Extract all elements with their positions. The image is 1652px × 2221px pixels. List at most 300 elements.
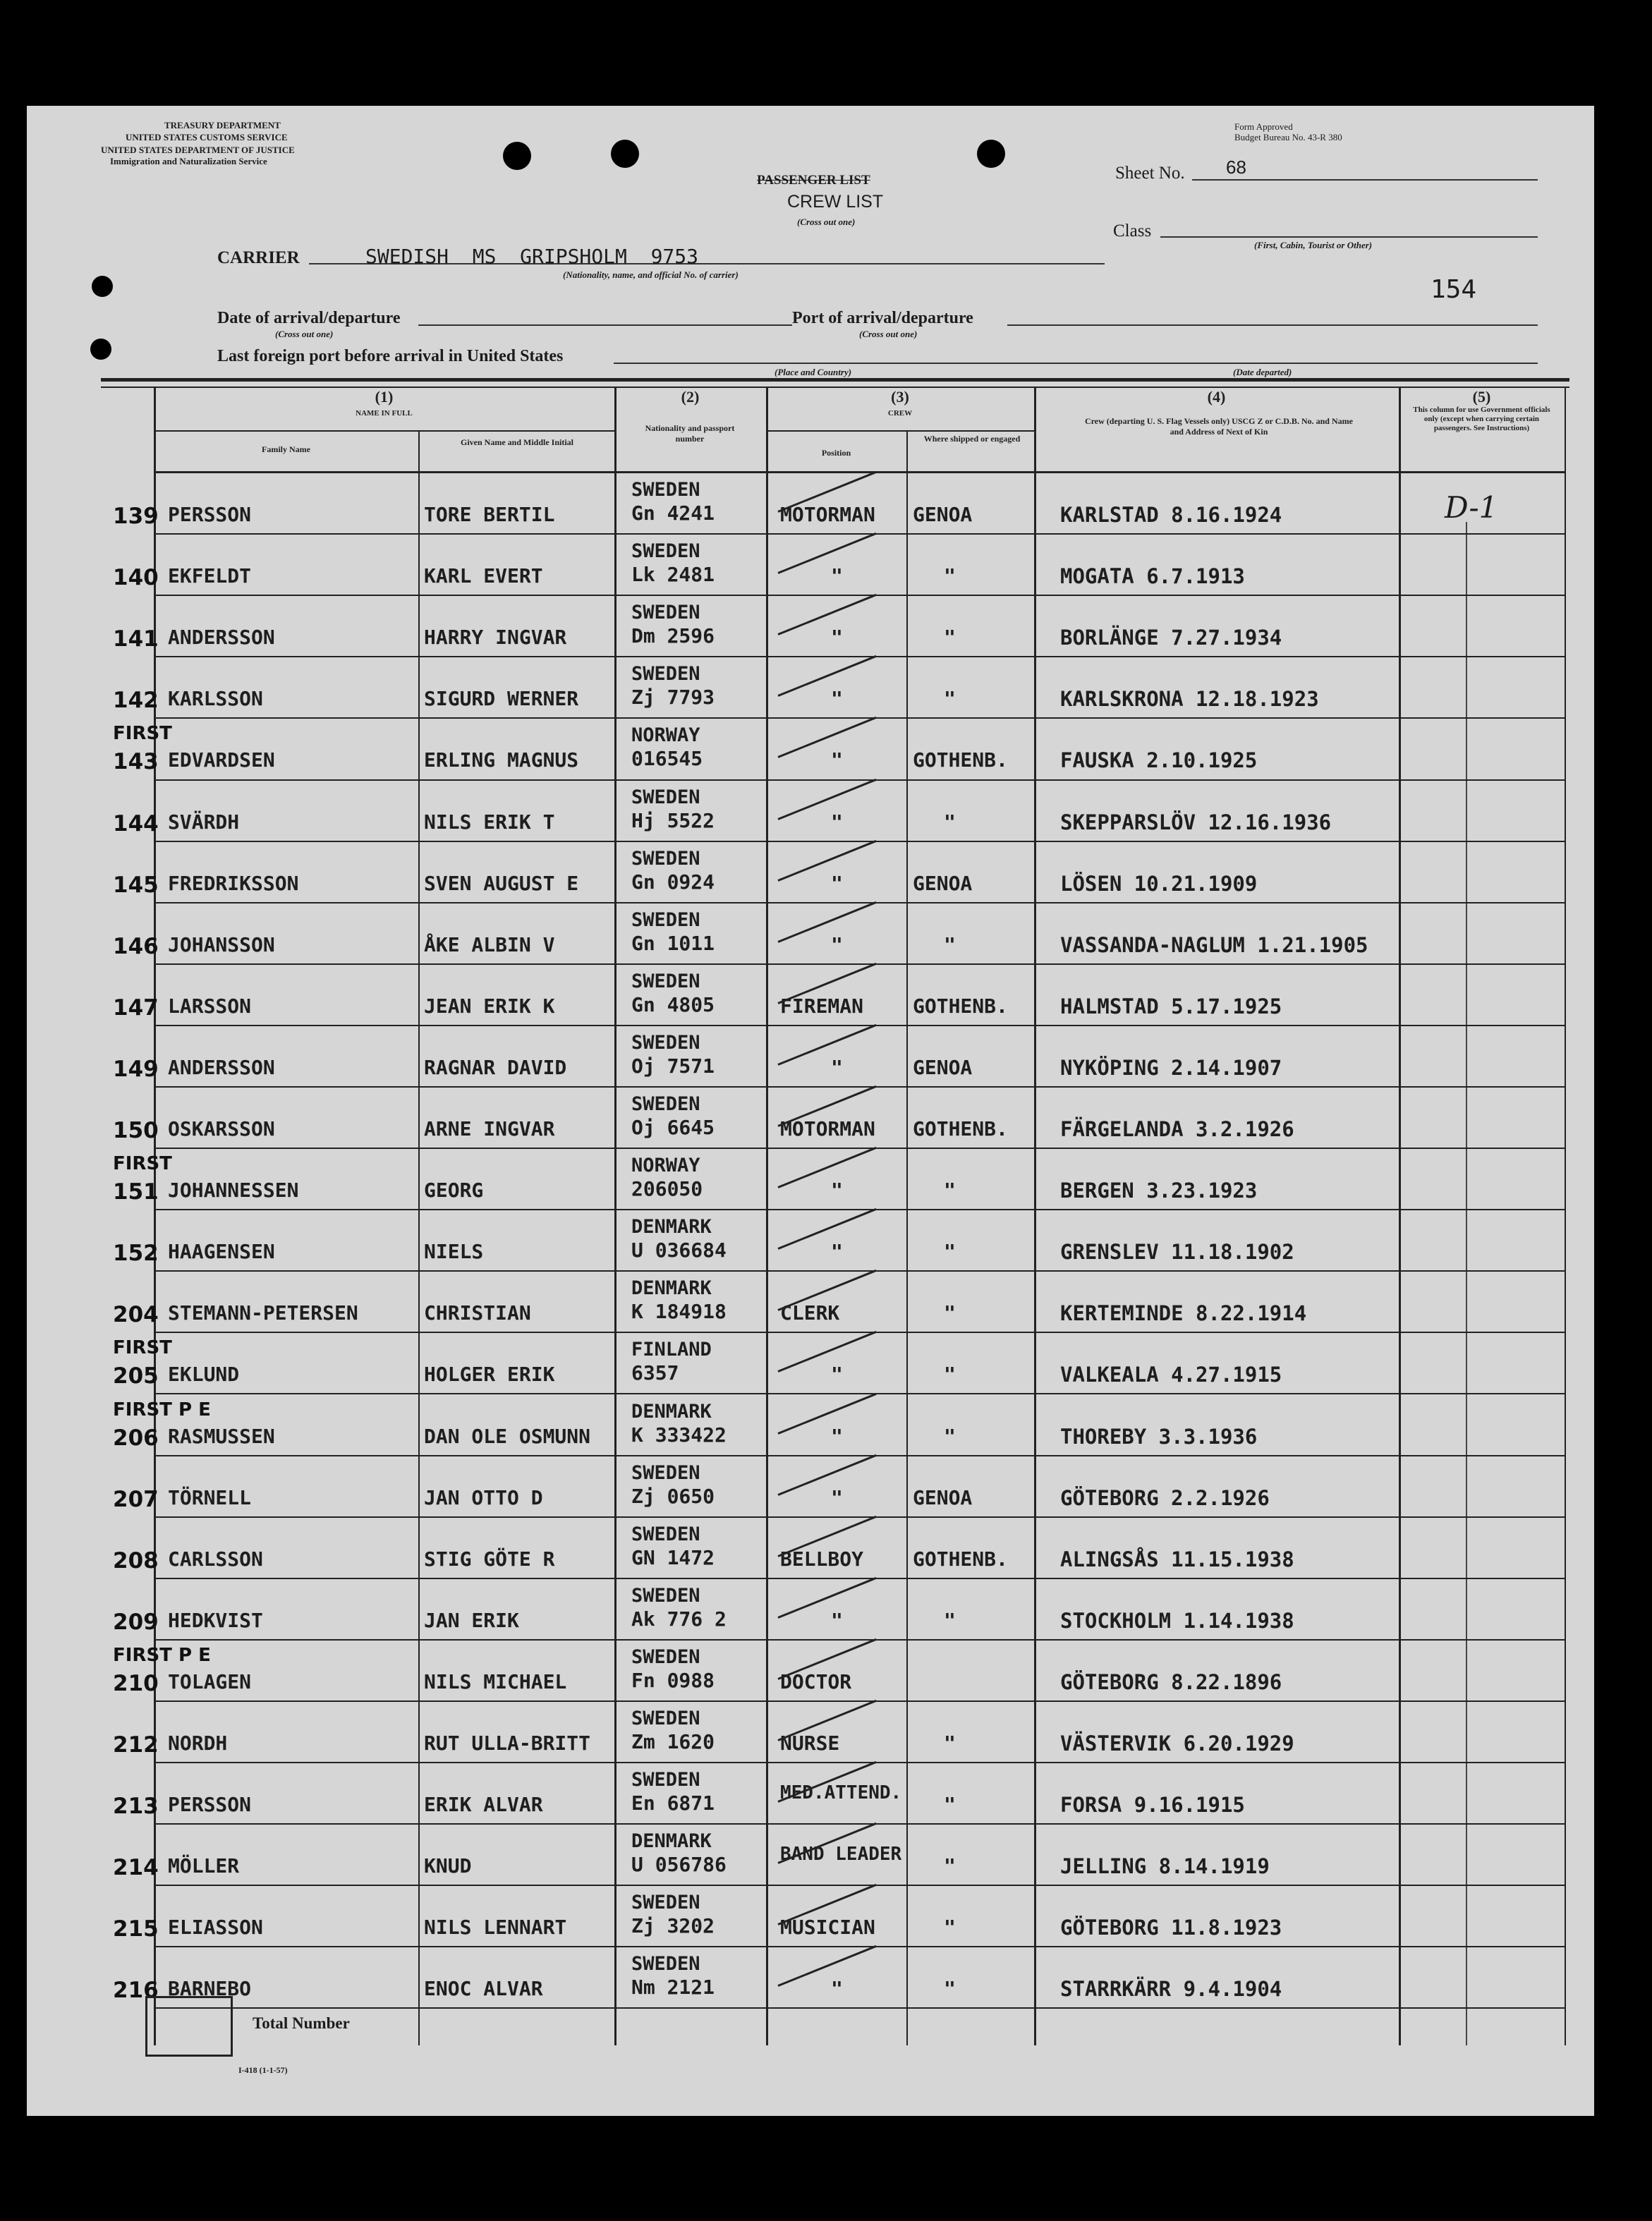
nationality: SWEDEN [631,1646,700,1668]
last-port-label: Last foreign port before arrival in United States [217,347,564,365]
nationality: SWEDEN [631,786,700,808]
row-number: 206 [113,1425,159,1451]
position: " [831,687,843,710]
nationality: SWEDEN [631,970,700,992]
port-label: Port of arrival/departure [792,309,973,327]
family-name: NORDH [168,1732,228,1755]
given-name: NIELS [424,1240,484,1263]
nationality: SWEDEN [631,1769,700,1791]
passport-number: En 6871 [631,1791,715,1815]
position: BAND LEADER [780,1844,902,1865]
family-name: ANDERSSON [168,1056,275,1079]
row-rule [154,1270,1565,1272]
position: " [831,626,843,649]
row-rule [154,841,1565,842]
col3-title: CREW [887,409,913,418]
passport-number: Gn 4241 [631,501,715,525]
given-name: JAN ERIK [424,1609,519,1632]
agency-line1: TREASURY DEPARTMENT [164,120,281,130]
punch-hole [503,142,531,170]
family-name: JOHANNESSEN [168,1179,299,1202]
where-engaged: " [944,626,956,649]
next-of-kin: KARLSTAD 8.16.1924 [1060,503,1282,527]
nationality: SWEDEN [631,909,700,931]
family-name: STEMANN-PETERSEN [168,1301,358,1325]
passport-number: Zj 3202 [631,1914,715,1937]
given-name: ERIK ALVAR [424,1793,543,1816]
check-mark [777,717,876,758]
port-line [1007,324,1538,326]
passport-number: Dm 2596 [631,624,715,647]
col5-title: This column for use Government officials only (except when carrying certain passengers. See Instructions) [1413,406,1550,432]
passport-number: Hj 5522 [631,809,715,832]
where-engaged: " [944,1179,956,1202]
col2-number: (2) [681,388,700,406]
given-name: DAN OLE OSMUNN [424,1425,591,1448]
family-name: KARLSSON [168,687,263,710]
position: " [831,1609,843,1632]
family-name: CARLSSON [168,1547,263,1571]
next-of-kin: MOGATA 6.7.1913 [1060,564,1245,588]
nationality: SWEDEN [631,1708,700,1729]
given-name: SVEN AUGUST E [424,872,579,895]
given-name: HOLGER ERIK [424,1363,555,1386]
where-engaged: " [944,1793,956,1816]
given-name: HARRY INGVAR [424,626,567,649]
nationality: DENMARK [631,1830,712,1852]
next-of-kin: ALINGSÅS 11.15.1938 [1060,1547,1294,1571]
given-name: JEAN ERIK K [424,994,555,1018]
given-name: KARL EVERT [424,564,543,588]
position: " [831,564,843,588]
check-mark [777,1208,876,1250]
next-of-kin: GRENSLEV 11.18.1902 [1060,1240,1294,1264]
family-name: JOHANSSON [168,933,275,956]
row-rule [154,1393,1565,1394]
agency-line2: UNITED STATES CUSTOMS SERVICE [126,132,288,142]
row-number: 213 [113,1794,159,1819]
where-engaged: " [944,1240,956,1263]
col-line [906,430,908,2045]
passport-number: K 184918 [631,1300,727,1323]
row-rule [154,779,1565,781]
check-mark [777,1577,876,1619]
where-engaged: GENOA [913,1056,973,1079]
header-subline [766,430,1034,432]
where-engaged: " [944,564,956,588]
next-of-kin: LÖSEN 10.21.1909 [1060,872,1258,896]
family-name: OSKARSSON [168,1117,275,1140]
nationality: SWEDEN [631,602,700,623]
nationality: FINLAND [631,1339,712,1361]
passport-number: U 036684 [631,1239,727,1262]
family-name: FREDRIKSSON [168,872,299,895]
position: " [831,933,843,956]
row-rule [154,2007,1565,2009]
family-name: HEDKVIST [168,1609,263,1632]
date-note: (Date departed) [1233,367,1292,377]
passport-number: Zm 1620 [631,1730,715,1753]
row-number: 210 [113,1671,159,1696]
form-approved: Form Approved [1234,121,1293,132]
port-note: (Cross out one) [859,329,918,339]
next-of-kin: VÄSTERVIK 6.20.1929 [1060,1732,1294,1755]
next-of-kin: NYKÖPING 2.14.1907 [1060,1056,1282,1080]
sheet-number: 68 [1226,157,1246,178]
given-name: RUT ULLA-BRITT [424,1732,591,1755]
family-name: ANDERSSON [168,626,275,649]
next-of-kin: FORSA 9.16.1915 [1060,1793,1245,1817]
row-prefix: FIRST [113,1337,172,1358]
row-prefix: FIRST [113,723,172,744]
position: CLERK [780,1301,840,1325]
row-rule [154,717,1565,719]
where-engaged: " [944,1916,956,1939]
where-engaged: " [944,933,956,956]
row-number: 139 [113,504,159,529]
row-number: 208 [113,1548,159,1574]
check-mark [777,655,876,697]
row-number: 141 [113,626,159,652]
position: DOCTOR [780,1670,852,1693]
row-number: 205 [113,1363,159,1389]
row-rule [154,533,1565,535]
row-rule [154,1823,1565,1825]
where-engaged: GOTHENB. [913,994,1008,1018]
arrival-line [418,324,792,326]
row-rule [154,595,1565,596]
row-prefix: FIRST P E [113,1645,211,1666]
row-rule [154,656,1565,657]
col1-number: (1) [375,388,394,406]
where-engaged: " [944,1977,956,2000]
given-name: ENOC ALVAR [424,1977,543,2000]
nationality: SWEDEN [631,1093,700,1115]
class-line [1160,236,1538,238]
form-code: I-418 (1-1-57) [238,2065,288,2075]
row-rule [154,1762,1565,1763]
next-of-kin: KERTEMINDE 8.22.1914 [1060,1301,1307,1325]
family-name: LARSSON [168,994,252,1018]
where-engaged: " [944,1301,956,1325]
nationality: SWEDEN [631,1462,700,1484]
given-name: NILS LENNART [424,1916,567,1939]
row-number: 149 [113,1057,159,1082]
passport-number: GN 1472 [631,1546,715,1569]
passport-number: Nm 2121 [631,1976,715,1999]
col3b-title: Where shipped or engaged [923,434,1021,444]
check-mark [777,1147,876,1188]
row-rule [154,1332,1565,1333]
next-of-kin: VASSANDA-NAGLUM 1.21.1905 [1060,933,1368,957]
col-line [418,430,420,2045]
row-number: 146 [113,934,159,959]
arrival-label: Date of arrival/departure [217,309,401,327]
position: " [831,1056,843,1079]
punch-hole [92,276,113,297]
where-engaged: " [944,1854,956,1878]
family-name: RASMUSSEN [168,1425,275,1448]
passport-number: 016545 [631,747,703,770]
col3-number: (3) [891,388,909,406]
row-number: 214 [113,1855,159,1880]
position: BELLBOY [780,1547,864,1571]
last-port-line [614,363,1538,364]
family-name: PERSSON [168,1793,252,1816]
col1a-title: Family Name [262,444,310,454]
next-of-kin: STOCKHOLM 1.14.1938 [1060,1609,1294,1633]
row-rule [154,1946,1565,1947]
passport-number: Ak 776 2 [631,1607,727,1631]
sheet-label: Sheet No. [1115,164,1185,183]
position: MUSICIAN [780,1916,875,1939]
next-of-kin: GÖTEBORG 2.2.1926 [1060,1486,1270,1510]
where-engaged: " [944,687,956,710]
given-name: STIG GÖTE R [424,1547,555,1571]
check-mark [777,1024,876,1066]
row-rule [154,1209,1565,1210]
agency-line4: Immigration and Naturalization Service [110,156,267,166]
passport-number: 6357 [631,1361,679,1385]
given-name: KNUD [424,1854,472,1878]
punch-hole [90,339,111,360]
next-of-kin: BORLÄNGE 7.27.1934 [1060,626,1282,650]
nationality: SWEDEN [631,1585,700,1607]
where-engaged: GOTHENB. [913,1547,1008,1571]
family-name: BARNEBO [168,1977,252,2000]
row-number: 151 [113,1179,159,1205]
row-rule [154,1885,1565,1886]
total-number-box[interactable] [145,1996,233,2057]
col1-title: NAME IN FULL [356,409,413,418]
carrier-label: CARRIER [217,248,300,267]
next-of-kin: BERGEN 3.23.1923 [1060,1179,1258,1203]
position: NURSE [780,1732,840,1755]
row-number: 215 [113,1916,159,1942]
position: " [831,872,843,895]
row-prefix: FIRST P E [113,1399,211,1420]
check-mark [777,779,876,820]
row-rule [154,1578,1565,1579]
given-name: ERLING MAGNUS [424,748,579,772]
next-of-kin: JELLING 8.14.1919 [1060,1854,1270,1878]
nationality: SWEDEN [631,1032,700,1054]
row-rule [154,1516,1565,1518]
next-of-kin: VALKEALA 4.27.1915 [1060,1363,1282,1387]
row-number: 216 [113,1978,159,2003]
annotation-d1: D-1 [1445,490,1498,525]
given-name: JAN OTTO D [424,1486,543,1509]
position: " [831,1425,843,1448]
position: " [831,1179,843,1202]
nationality: SWEDEN [631,540,700,562]
given-name: NILS ERIK T [424,810,555,834]
position: MOTORMAN [780,503,875,526]
check-mark [777,840,876,882]
nationality: DENMARK [631,1216,712,1238]
col4-number: (4) [1207,388,1226,406]
table-top-rule [101,378,1569,382]
where-engaged: GOTHENB. [913,1117,1008,1140]
given-name: TORE BERTIL [424,503,555,526]
nationality: DENMARK [631,1277,712,1299]
next-of-kin: THOREBY 3.3.1936 [1060,1425,1258,1449]
nationality: SWEDEN [631,663,700,685]
check-mark [777,1454,876,1496]
row-number: 150 [113,1118,159,1143]
punch-hole [611,140,639,168]
family-name: EKFELDT [168,564,252,588]
check-mark [777,594,876,635]
row-number: 143 [113,749,159,774]
next-of-kin: STARRKÄRR 9.4.1904 [1060,1977,1282,2001]
struck-passenger-list: PASSENGER LIST [757,173,870,188]
next-of-kin: KARLSKRONA 12.18.1923 [1060,687,1319,711]
family-name: PERSSON [168,503,252,526]
check-mark [777,1393,876,1435]
passport-number: Zj 7793 [631,686,715,709]
row-rule [154,1455,1565,1456]
next-of-kin: GÖTEBORG 8.22.1896 [1060,1670,1282,1694]
where-engaged: " [944,1363,956,1386]
col1b-title: Given Name and Middle Initial [460,437,573,447]
row-number: 209 [113,1610,159,1635]
passport-number: 206050 [631,1177,703,1200]
col4-title: Crew (departing U. S. Flag Vessels only) USCG Z or C.D.B. No. and Name and Address of Next of Kin [1085,416,1353,437]
col3a-title: Position [821,448,851,458]
nationality: SWEDEN [631,1892,700,1913]
family-name: ELIASSON [168,1916,263,1939]
nationality: SWEDEN [631,1953,700,1975]
where-engaged: " [944,1425,956,1448]
col2-title: Nationality and passport number [645,423,735,444]
position: FIREMAN [780,994,864,1018]
passport-number: Oj 7571 [631,1054,715,1078]
given-name: GEORG [424,1179,484,1202]
stamp-number: 154 [1431,275,1477,304]
arrival-note: (Cross out one) [275,329,334,339]
col-line [766,387,768,2045]
position: " [831,1977,843,2000]
col-line [1399,387,1401,2045]
next-of-kin: SKEPPARSLÖV 12.16.1936 [1060,810,1332,834]
row-number: 212 [113,1732,159,1758]
where-engaged: GENOA [913,503,973,526]
total-number-label: Total Number [253,2014,350,2032]
check-mark [777,533,876,574]
passport-number: K 333422 [631,1423,727,1447]
carrier-value: SWEDISH MS GRIPSHOLM 9753 [365,245,699,268]
next-of-kin: FAUSKA 2.10.1925 [1060,748,1258,772]
budget-bureau: Budget Bureau No. 43-R 380 [1234,132,1342,142]
passport-number: Lk 2481 [631,563,715,586]
class-note: (First, Cabin, Tourist or Other) [1254,240,1373,250]
next-of-kin: GÖTEBORG 11.8.1923 [1060,1916,1282,1940]
check-mark [777,1945,876,1987]
row-rule [154,1148,1565,1149]
passport-number: Gn 4805 [631,993,715,1016]
crew-list-form [27,106,1594,2116]
position: " [831,810,843,834]
family-name: SVÄRDH [168,810,240,834]
check-mark [777,901,876,943]
col5-number: (5) [1472,388,1491,406]
nationality: DENMARK [631,1401,712,1423]
position: " [831,1363,843,1386]
col-line [614,387,617,2045]
handwritten-vertical-mark [1466,522,1467,2045]
family-name: TÖRNELL [168,1486,252,1509]
given-name: SIGURD WERNER [424,687,579,710]
where-engaged: GOTHENB. [913,748,1008,772]
nationality: NORWAY [631,724,700,746]
agency-line3: UNITED STATES DEPARTMENT OF JUSTICE [101,145,295,155]
title-note: (Cross out one) [797,217,856,227]
row-number: 204 [113,1302,159,1327]
row-number: 207 [113,1487,159,1512]
sheet-line [1192,179,1538,181]
row-rule [154,1025,1565,1026]
next-of-kin: FÄRGELANDA 3.2.1926 [1060,1117,1294,1141]
position: MOTORMAN [780,1117,875,1140]
punch-hole [977,140,1005,168]
row-number: 147 [113,995,159,1021]
where-engaged: GENOA [913,872,973,895]
position: " [831,1240,843,1263]
nationality: SWEDEN [631,848,700,870]
position: " [831,748,843,772]
row-rule [154,902,1565,903]
row-rule [154,1086,1565,1088]
class-label: Class [1113,221,1152,241]
family-name: TOLAGEN [168,1670,252,1693]
row-number: 142 [113,688,159,713]
given-name: CHRISTIAN [424,1301,531,1325]
passport-number: Zj 0650 [631,1485,715,1508]
family-name: EDVARDSEN [168,748,275,772]
row-number: 152 [113,1241,159,1266]
family-name: MÖLLER [168,1854,240,1878]
passport-number: Gn 1011 [631,932,715,955]
family-name: EKLUND [168,1363,240,1386]
row-rule [154,963,1565,965]
passport-number: Fn 0988 [631,1669,715,1692]
passport-number: Oj 6645 [631,1116,715,1139]
given-name: RAGNAR DAVID [424,1056,567,1079]
passport-number: Gn 0924 [631,870,715,894]
header-bottom-rule [154,471,1565,473]
row-rule [154,1639,1565,1641]
header-subline [154,430,614,432]
row-number: 144 [113,811,159,836]
row-number: 145 [113,872,159,898]
where-engaged: GENOA [913,1486,973,1509]
nationality: SWEDEN [631,479,700,501]
carrier-note: (Nationality, name, and official No. of carrier) [563,269,739,280]
place-note: (Place and Country) [775,367,852,377]
form-title: CREW LIST [787,192,884,212]
family-name: HAAGENSEN [168,1240,275,1263]
col-line [1565,387,1566,2045]
col-line [1034,387,1036,2045]
where-engaged: " [944,810,956,834]
where-engaged: " [944,1609,956,1632]
given-name: ÅKE ALBIN V [424,933,555,956]
row-number: 140 [113,565,159,590]
next-of-kin: HALMSTAD 5.17.1925 [1060,994,1282,1018]
passport-number: U 056786 [631,1853,727,1876]
position: MED.ATTEND. [780,1782,902,1803]
